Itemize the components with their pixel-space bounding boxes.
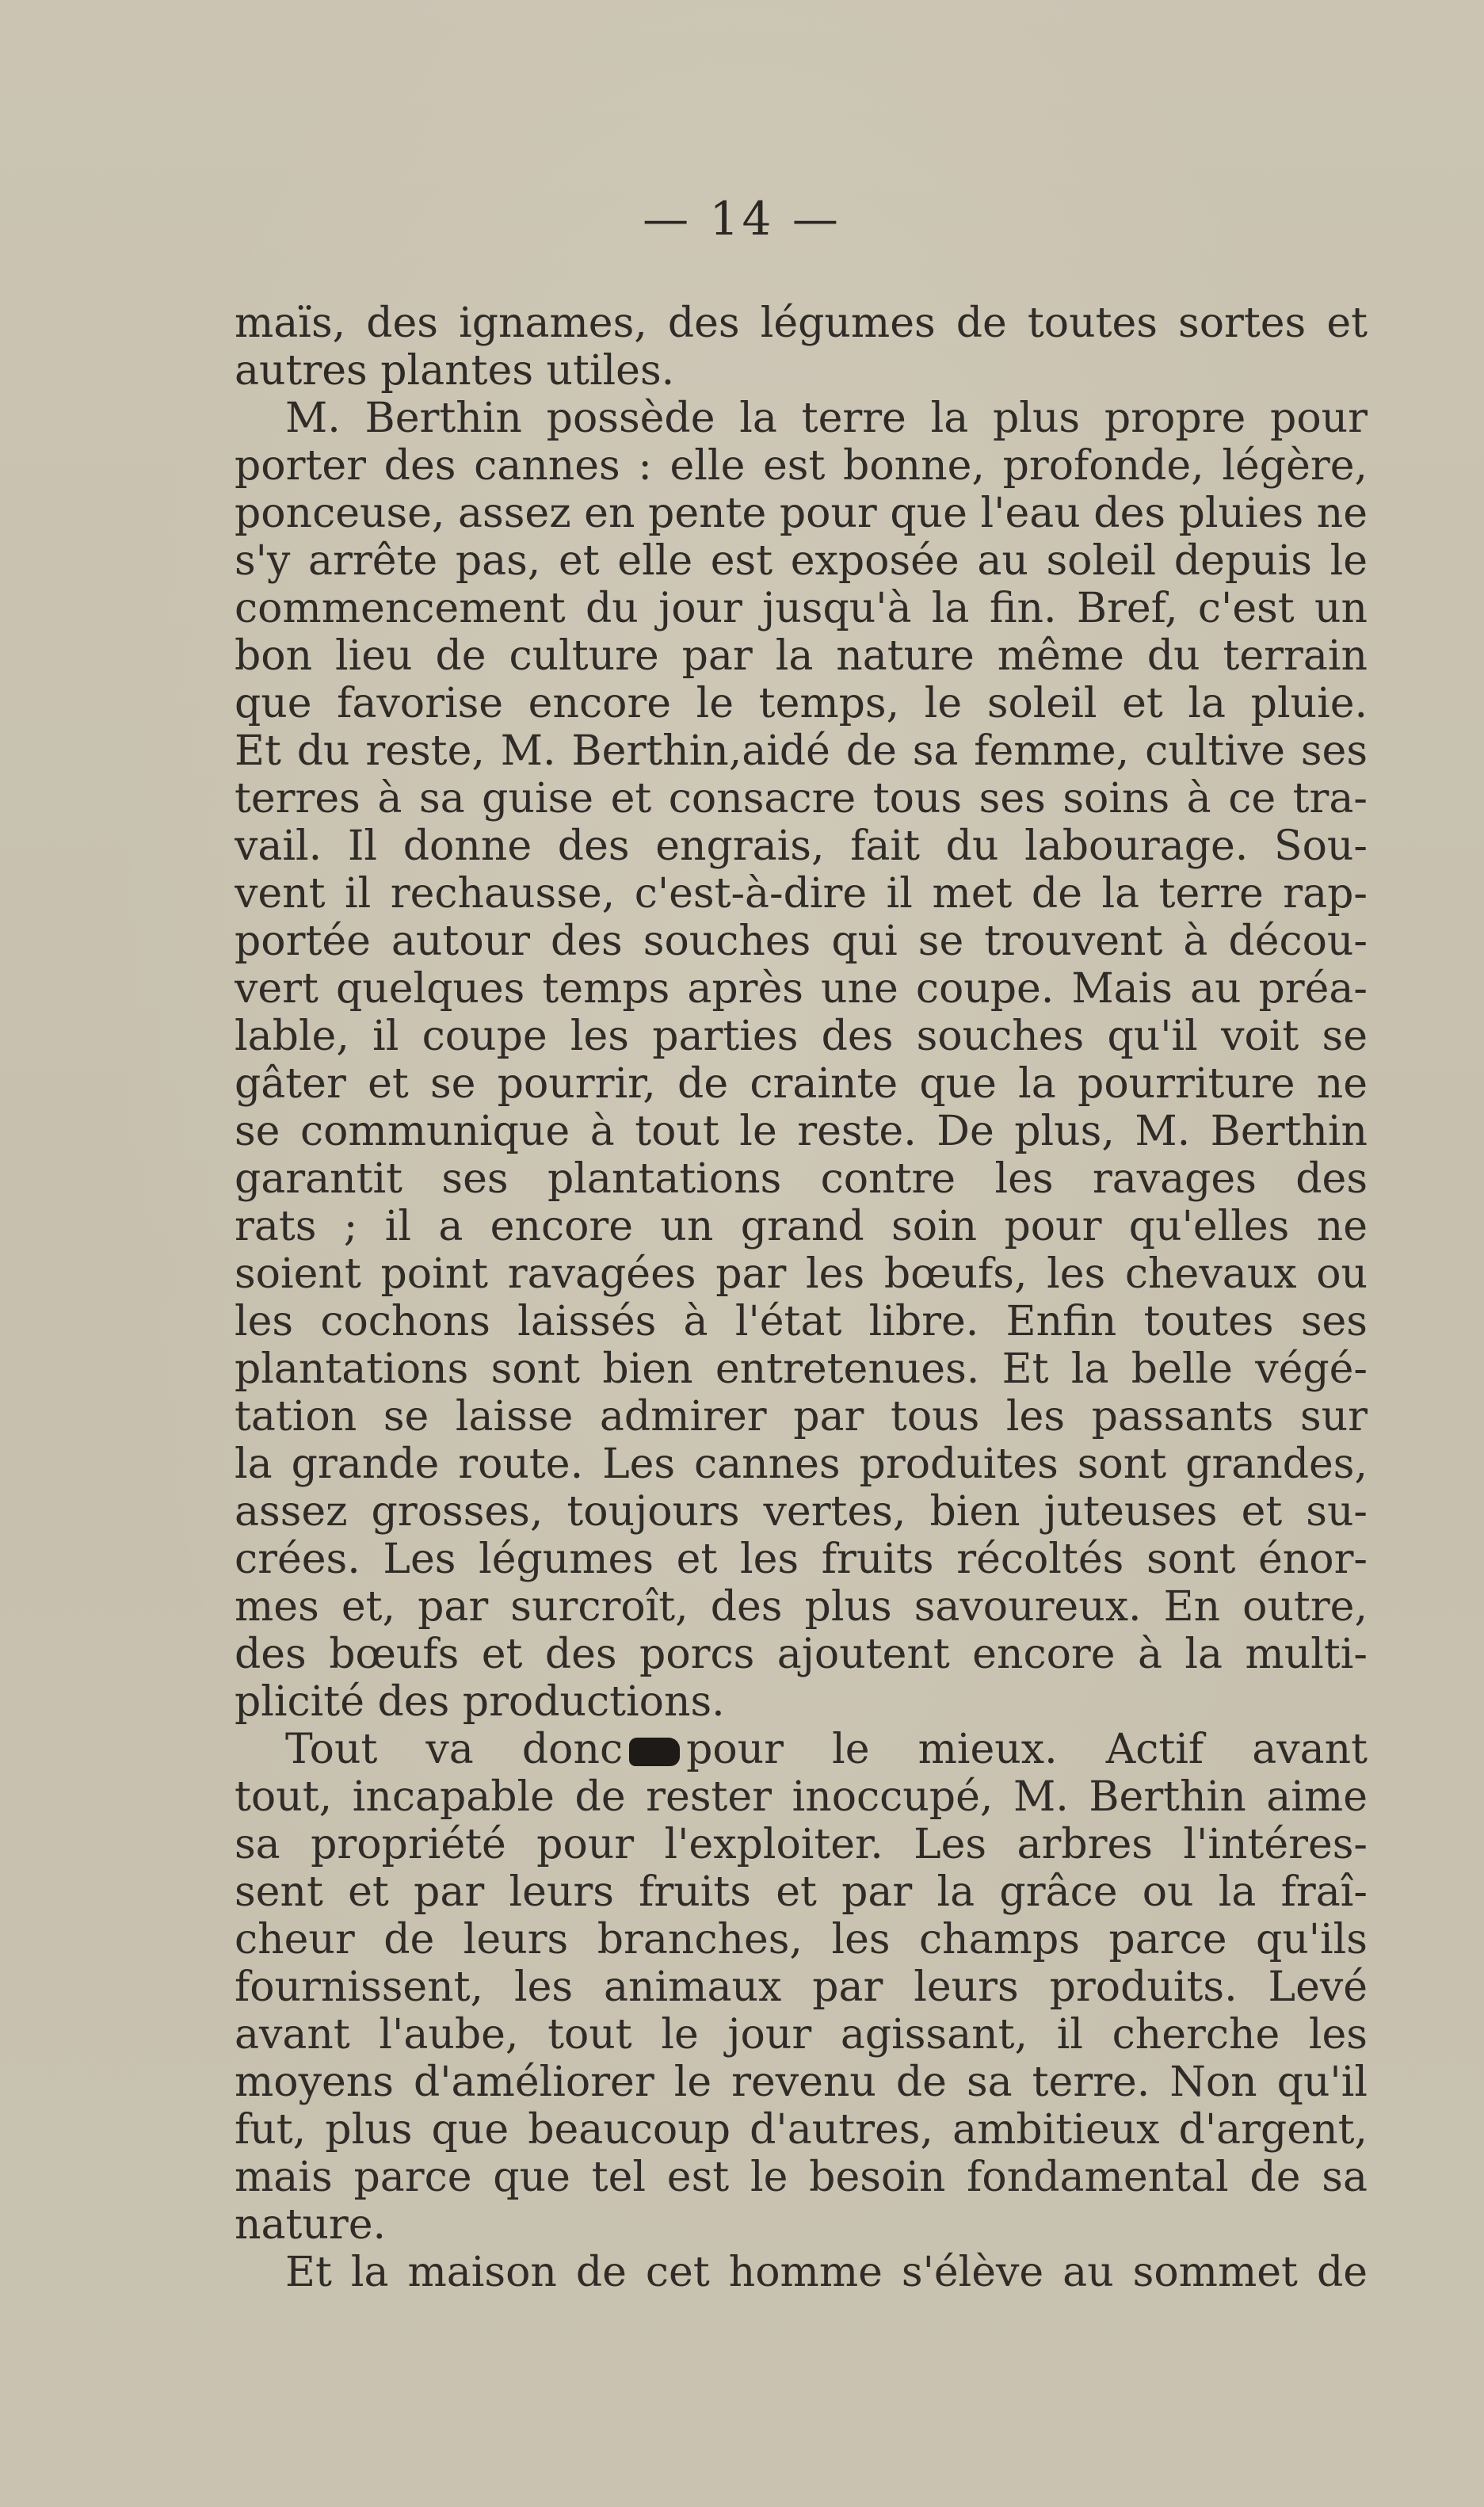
text-line: rats ; il a encore un grand soin pour qu'elles ne xyxy=(235,1203,1368,1250)
text-line: plicité des productions. xyxy=(235,1678,725,1726)
text-line: mais parce que tel est le besoin fondamental de sa xyxy=(235,2154,1368,2201)
text-line: crées. Les légumes et les fruits récoltés sont énor- xyxy=(235,1536,1368,1583)
body-text xyxy=(235,300,1368,2296)
text-line: ponceuse, assez en pente pour que l'eau des pluies ne xyxy=(235,490,1368,537)
ink-blot-icon xyxy=(629,1738,680,1766)
text-line: M. Berthin possède la terre la plus propre pour xyxy=(285,395,1368,442)
text-line: tout, incapable de rester inoccupé, M. Berthin aime xyxy=(235,1773,1368,1821)
text-line: vert quelques temps après une coupe. Mais au préa- xyxy=(235,965,1368,1013)
text-line: cheur de leurs branches, les champs parce qu'ils xyxy=(235,1916,1368,1963)
text-line-suffix: pour le mieux. Actif avant xyxy=(686,1726,1368,1773)
text-line: lable, il coupe les parties des souches qu'il voit se xyxy=(235,1013,1368,1060)
text-line: moyens d'améliorer le revenu de sa terre. Non qu'il xyxy=(235,2059,1368,2106)
text-line: nature. xyxy=(235,2201,387,2249)
page-number: — 14 — xyxy=(643,192,841,246)
text-line: soient point ravagées par les bœufs, les chevaux ou xyxy=(235,1250,1368,1298)
text-line: autres plantes utiles. xyxy=(235,347,675,395)
text-line: maïs, des ignames, des légumes de toutes sortes et xyxy=(235,300,1368,347)
text-line: bon lieu de culture par la nature même du terrain xyxy=(235,632,1368,680)
text-line: Et du reste, M. Berthin,aidé de sa femme, cultive ses xyxy=(235,727,1368,775)
text-line: vail. Il donne des engrais, fait du labourage. Sou- xyxy=(235,822,1368,870)
text-line: sent et par leurs fruits et par la grâce ou la fraî- xyxy=(235,1868,1368,1916)
text-line: vent il rechausse, c'est-à-dire il met de la terre rap- xyxy=(235,870,1368,918)
text-line: la grande route. Les cannes produites sont grandes, xyxy=(235,1440,1368,1488)
text-line: les cochons laissés à l'état libre. Enfin toutes ses xyxy=(235,1298,1368,1345)
text-line: plantations sont bien entretenues. Et la belle végé- xyxy=(235,1345,1368,1393)
text-line: s'y arrête pas, et elle est exposée au soleil depuis le xyxy=(235,537,1368,585)
text-line: tation se laisse admirer par tous les passants sur xyxy=(235,1393,1368,1440)
text-line: Et la maison de cet homme s'élève au sommet de xyxy=(285,2249,1368,2296)
text-line: porter des cannes : elle est bonne, profonde, légère, xyxy=(235,442,1368,490)
text-line: gâter et se pourrir, de crainte que la pourriture ne xyxy=(235,1060,1368,1108)
text-line: sa propriété pour l'exploiter. Les arbres l'intéres- xyxy=(235,1821,1368,1868)
text-line: que favorise encore le temps, le soleil et la pluie. xyxy=(235,680,1368,727)
text-line: garantit ses plantations contre les ravages des xyxy=(235,1155,1368,1203)
text-line: mes et, par surcroît, des plus savoureux. En outre, xyxy=(235,1583,1368,1631)
text-line: terres à sa guise et consacre tous ses soins à ce tra- xyxy=(235,775,1368,822)
text-line: avant l'aube, tout le jour agissant, il cherche les xyxy=(235,2011,1368,2059)
text-line: fut, plus que beaucoup d'autres, ambitieux d'argent, xyxy=(235,2106,1368,2154)
text-line: fournissent, les animaux par leurs produits. Levé xyxy=(235,1963,1368,2011)
text-line: assez grosses, toujours vertes, bien juteuses et su- xyxy=(235,1488,1368,1536)
text-line: commencement du jour jusqu'à la fin. Bref, c'est un xyxy=(235,585,1368,632)
text-line: portée autour des souches qui se trouvent à décou- xyxy=(235,918,1368,965)
text-line-with-blot xyxy=(235,1726,1368,1773)
text-line: des bœufs et des porcs ajoutent encore à la multi- xyxy=(235,1631,1368,1678)
text-line-prefix: Tout va donc xyxy=(285,1726,624,1773)
text-line: se communique à tout le reste. De plus, M. Berthin xyxy=(235,1108,1368,1155)
